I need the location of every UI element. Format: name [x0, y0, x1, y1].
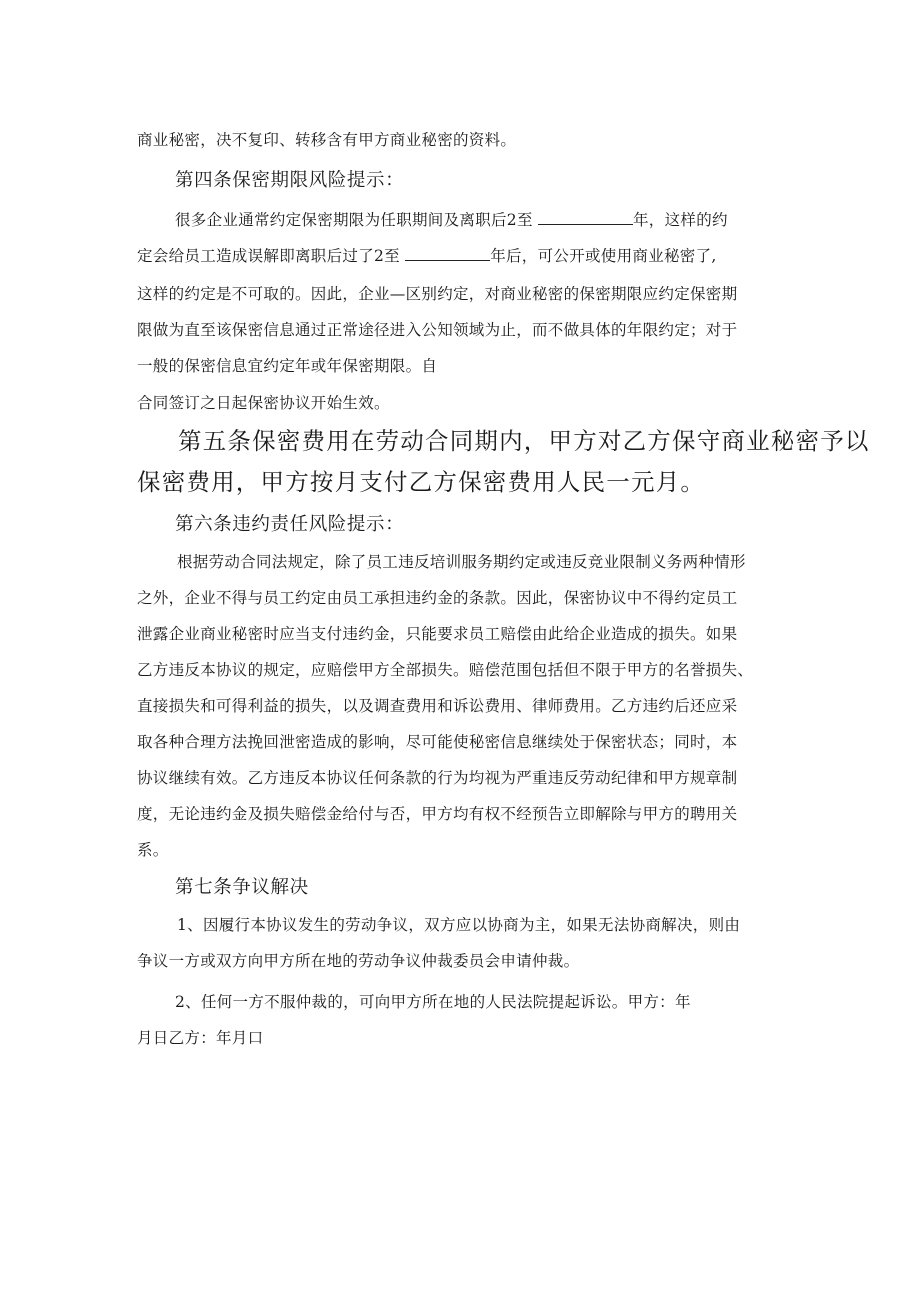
text-line: 这样的约定是不可取的。因此，企业—区别约定，对商业秘密的保密期限应约定保密期: [137, 285, 738, 303]
text-line: 直接损失和可得利益的损失，以及调查费用和诉讼费用、律师费用。乙方违约后还应采: [137, 697, 738, 715]
text-line: 根据劳动合同法规定，除了员工违反培训服务期约定或违反竞业限制义务两种情形: [177, 553, 746, 571]
text-line: 2、任何一方不服仲裁的，可向甲方所在地的人民法院提起诉讼。甲方：年: [175, 993, 691, 1011]
text-line: [175, 209, 728, 231]
text-line: 泄露企业商业秘密时应当支付违约金，只能要求员工赔偿由此给企业造成的损失。如果: [137, 625, 738, 643]
text-line: 之外，企业不得与员工约定由员工承担违约金的条款。因此，保密协议中不得约定员工: [137, 589, 738, 607]
text-line: 度，无论违约金及损失赔偿金给付与否，甲方均有权不经预告立即解除与甲方的聘用关: [137, 805, 738, 823]
article-6-heading: 第六条违约责任风险提示：: [175, 514, 405, 535]
text-line: [137, 245, 717, 267]
text-line: 取各种合理方法挽回泄密造成的影响，尽可能使秘密信息继续处于保密状态；同时，本: [137, 733, 738, 751]
article-5-line: 第五条保密费用在劳动合同期内，甲方对乙方保守商业秘密予以: [178, 427, 870, 455]
article-7-heading: 第七条争议解决: [175, 877, 309, 898]
text-segment: 年后，可公开或使用商业秘密了,: [490, 247, 717, 265]
text-line: 乙方违反本协议的规定，应赔偿甲方全部损失。赔偿范围包括但不限于甲方的名誉损失、: [137, 661, 754, 679]
article-4-heading: 第四条保密期限风险提示：: [175, 170, 405, 191]
text-line: 合同签订之日起保密协议开始生效。: [137, 394, 390, 412]
text-segment: 年，这样的约: [633, 211, 728, 229]
text-line: 协议继续有效。乙方违反本协议任何条款的行为均视为严重违反劳动纪律和甲方规章制: [137, 769, 738, 787]
text-line: 1、因履行本协议发生的劳动争议，双方应以协商为主，如果无法协商解决，则由: [177, 916, 741, 934]
text-line: 商业秘密，决不复印、转移含有甲方商业秘密的资料。: [137, 131, 517, 149]
text-line: 争议一方或双方向甲方所在地的劳动争议仲裁委员会申请仲裁。: [137, 952, 580, 970]
text-segment: 定会给员工造成误解即离职后过了2至: [137, 247, 400, 265]
text-line: 限做为直至该保密信息通过正常途径进入公知领域为止，而不做具体的年限约定；对于: [137, 321, 738, 339]
blank-field: [405, 246, 490, 261]
signature-line: 月日乙方：年月口: [137, 1029, 264, 1047]
text-line: 系。: [137, 841, 169, 859]
text-line: 一般的保密信息宜约定年或年保密期限。自: [137, 357, 438, 375]
text-segment: 很多企业通常约定保密期限为任职期间及离职后2至: [175, 211, 533, 229]
blank-field: [538, 210, 633, 225]
article-5-line: 保密费用，甲方按月支付乙方保密费用人民一元月。: [137, 468, 706, 496]
